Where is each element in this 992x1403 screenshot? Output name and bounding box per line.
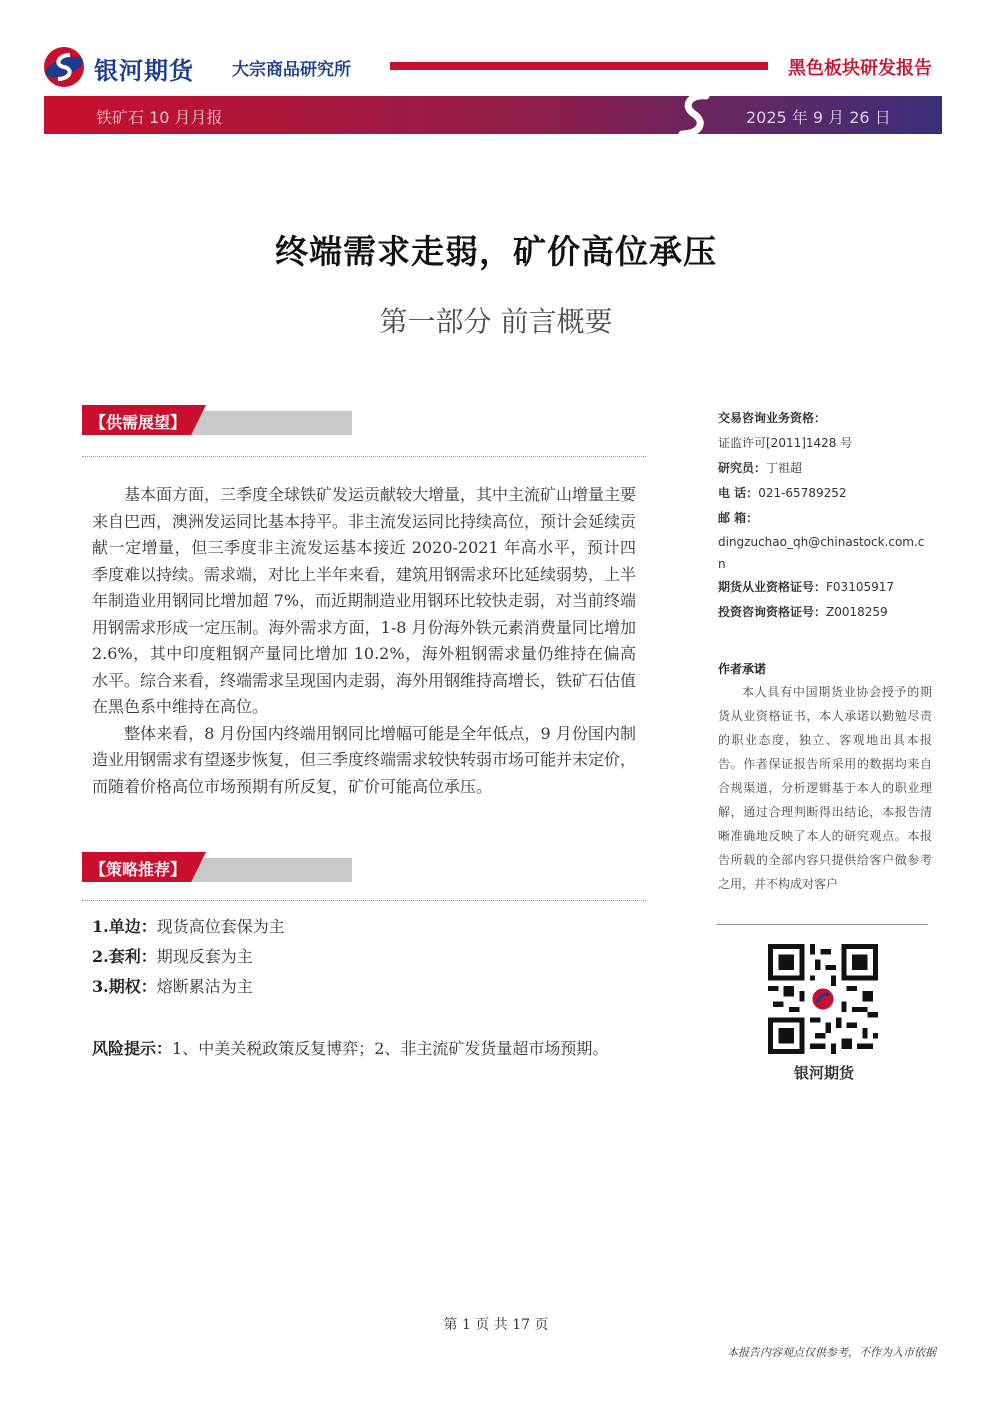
pledge-title: 作者承诺 <box>718 662 767 676</box>
tag-label: 【策略推荐】 <box>90 860 187 879</box>
futures-cert-value: F03105917 <box>826 580 894 594</box>
email-value[interactable]: dingzuchao_qh@chinastock.com.cn <box>718 535 925 571</box>
page-number: 第 1 页 共 17 页 <box>443 1317 549 1333</box>
page-title: 终端需求走弱，矿价高位承压 <box>275 232 717 271</box>
report-type: 黑色板块研发报告 <box>788 58 932 79</box>
consult-cert-value: Z0018259 <box>826 605 888 619</box>
divider <box>82 900 646 901</box>
analyst-label: 研究员： <box>718 461 767 475</box>
divider <box>716 924 928 925</box>
paragraph: 整体来看，8 月份国内终端用钢同比增幅可能是全年低点，9 月份国内制造业用钢需求有望逐步恢复，但三季度终端需求较快转弱市场可能并未定价，而随着价格高位市场预期有所反复，矿价可能高位承压。 <box>92 723 637 796</box>
supply-demand-tag <box>82 405 232 435</box>
consult-cert-label: 投资咨询资格证号： <box>718 605 827 619</box>
phone-label: 电 话： <box>718 486 759 500</box>
divider <box>82 456 646 457</box>
pledge-text: 本人具有中国期货业协会授予的期货从业资格证书，本人承诺以勤勉尽责的职业态度，独立、客观地出具本报告。作者保证报告所采用的数据均来自合规渠道，分析逻辑基于本人的职业理解，通过合理判断得出结论，本报告清晰准确地反映了本人的研究观点。本报告所载的全部内容只提供给客户做参考之用，并不构成对客户 <box>718 685 932 891</box>
strategy-tag <box>82 852 232 882</box>
phone-value: 021-65789252 <box>758 486 847 500</box>
header-rule <box>390 62 768 70</box>
strategy-item: 3.期权：熔断累沽为主 <box>92 977 253 996</box>
report-date: 2025 年 9 月 26 日 <box>746 108 891 127</box>
qualification-value: 证监许可[2011]1428 号 <box>718 436 853 450</box>
qr-code-icon <box>768 944 878 1054</box>
analyst-name: 丁祖超 <box>766 461 803 475</box>
section-subtitle: 第一部分 前言概要 <box>379 305 613 338</box>
logo-text: 银河期货 <box>94 57 194 85</box>
company-logo <box>42 45 222 89</box>
qr-caption: 银河期货 <box>793 1064 854 1082</box>
institute-name: 大宗商品研究所 <box>232 60 351 80</box>
report-subject: 铁矿石 10 月月报 <box>96 108 223 127</box>
disclaimer: 本报告内容观点仅供参考，不作为入市依据 <box>727 1346 936 1359</box>
strategy-item: 1.单边：现货高位套保为主 <box>92 917 285 936</box>
header-banner <box>44 96 942 134</box>
supply-demand-text <box>92 482 636 800</box>
qualification-label: 交易咨询业务资格： <box>718 411 827 425</box>
futures-cert-label: 期货从业资格证号： <box>718 580 827 594</box>
galaxy-logo-icon <box>42 45 86 89</box>
strategy-item: 2.套利：期现反套为主 <box>92 947 253 966</box>
email-label: 邮 箱： <box>718 511 759 525</box>
paragraph: 基本面方面，三季度全球铁矿发运贡献较大增量，其中主流矿山增量主要来自巴西，澳洲发运同比基本持平。非主流发运同比持续高位，预计会延续贡献一定增量，但三季度非主流发运基本接近 2020-2021 年高水平，预计四季度难以持续。需求端，对比上半年来看，建筑用钢需求环比延续弱势，上半年制造业用钢同比增加超 7%，而近期制造业用钢环比较快走弱，对当前终端用钢需求形成一定压制。海外需求方面，1-8 月份海外铁元素消费量同比增加 2.6%，其中印度粗钢产量同比增加 10.2%，海外粗钢需求量仍维持在偏高水平。综合来看，终端需求呈现国内走弱，海外用钢维持高增长，铁矿石估值在黑色系中维持在高位。 <box>92 485 637 716</box>
analyst-info <box>718 406 934 625</box>
risk-warning: 风险提示：1、中美关税政策反复博弈；2、非主流矿发货量超市场预期。 <box>92 1039 609 1058</box>
banner-s-mark-icon <box>672 90 718 140</box>
tag-label: 【供需展望】 <box>90 413 187 432</box>
strategy-list <box>92 912 632 1002</box>
